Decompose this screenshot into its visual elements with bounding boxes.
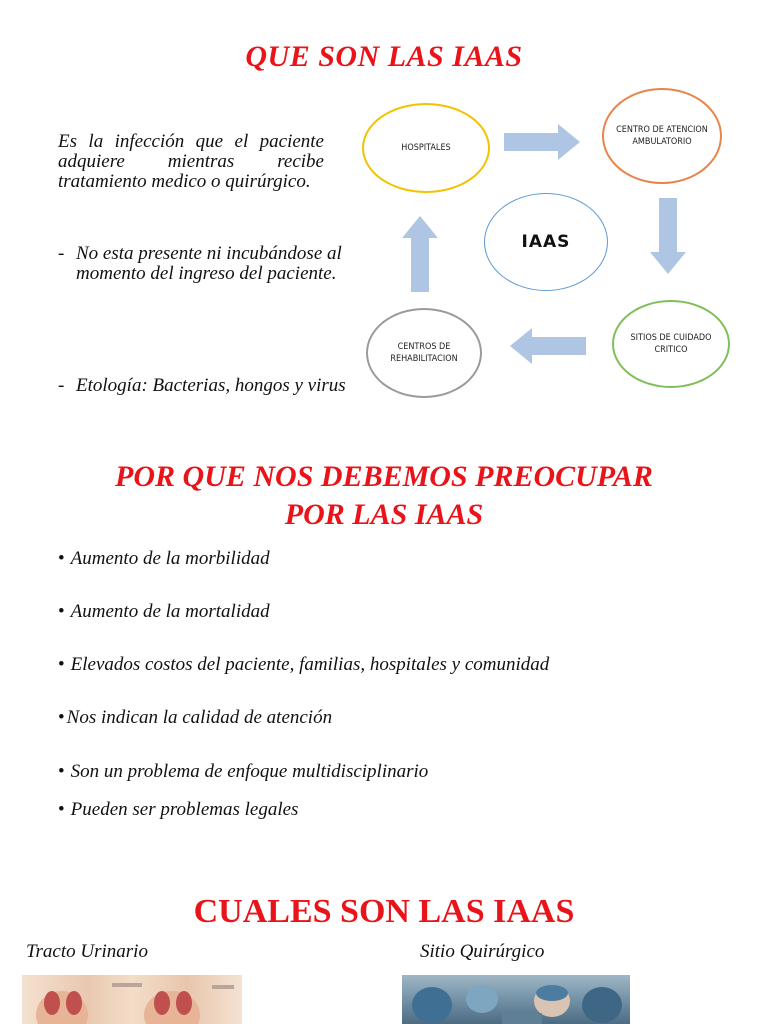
caption-sitio-quirurgico: Sitio Quirúrgico: [420, 941, 545, 962]
surgical-team-illustration: [402, 975, 630, 1024]
surgery-photo: [402, 975, 630, 1024]
list-item-text: Pueden ser problemas legales: [70, 799, 299, 820]
bullet-icon: •: [58, 799, 65, 820]
point-text: No esta presente ni incubándose al momento del ingreso del paciente.: [76, 243, 342, 284]
list-item-text: Nos indican la calidad de atención: [66, 707, 333, 728]
list-item: [58, 761, 428, 783]
node-sitios-cuidado: SITIOS DE CUIDADO CRITICO: [612, 300, 730, 388]
list-item: [58, 707, 332, 729]
arrow-left-icon: [510, 328, 586, 364]
arrow-right-icon: [504, 124, 580, 160]
list-item: [58, 654, 549, 676]
point-etiology: [58, 376, 346, 396]
point-not-present: [58, 244, 346, 284]
arrow-down-icon: [650, 198, 686, 274]
urinary-tract-image: [22, 975, 242, 1024]
dash-marker: -: [58, 243, 65, 264]
list-item: [58, 548, 270, 570]
bullet-icon: •: [58, 707, 65, 728]
list-item-text: Son un problema de enfoque multidisciplinario: [70, 761, 429, 782]
section3-title: CUALES SON LAS IAAS: [193, 893, 575, 930]
bullet-icon: •: [58, 601, 65, 622]
bullet-icon: •: [58, 761, 65, 782]
node-iaas-center: IAAS: [484, 193, 608, 291]
node-centro-atencion: CENTRO DE ATENCION AMBULATORIO: [602, 88, 722, 184]
intro-paragraph: Es la infección que el paciente adquiere mientras recibe tratamiento medico o quirúrgico.: [58, 131, 324, 192]
list-item-text: Elevados costos del paciente, familias, hospitales y comunidad: [70, 654, 550, 675]
list-item: [58, 799, 298, 821]
arrow-up-icon: [402, 216, 438, 292]
node-centros-rehabilitacion: CENTROS DE REHABILITACION: [366, 308, 482, 398]
caption-tracto-urinario: Tracto Urinario: [26, 941, 148, 962]
section2-title-line1: POR QUE NOS DEBEMOS PREOCUPAR: [115, 460, 653, 493]
section1-title: QUE SON LAS IAAS: [245, 40, 523, 73]
urinary-anatomy-illustration: [22, 975, 242, 1024]
list-item: [58, 601, 270, 623]
section2-title-line2: POR LAS IAAS: [284, 498, 484, 531]
section2-title: [0, 458, 768, 534]
dash-marker: -: [58, 375, 65, 396]
node-hospitales: HOSPITALES: [362, 103, 490, 193]
list-item-text: Aumento de la mortalidad: [70, 601, 270, 622]
point-text: Etología: Bacterias, hongos y virus: [76, 375, 346, 396]
bullet-icon: •: [58, 548, 65, 569]
list-item-text: Aumento de la morbilidad: [70, 548, 270, 569]
bullet-icon: •: [58, 654, 65, 675]
